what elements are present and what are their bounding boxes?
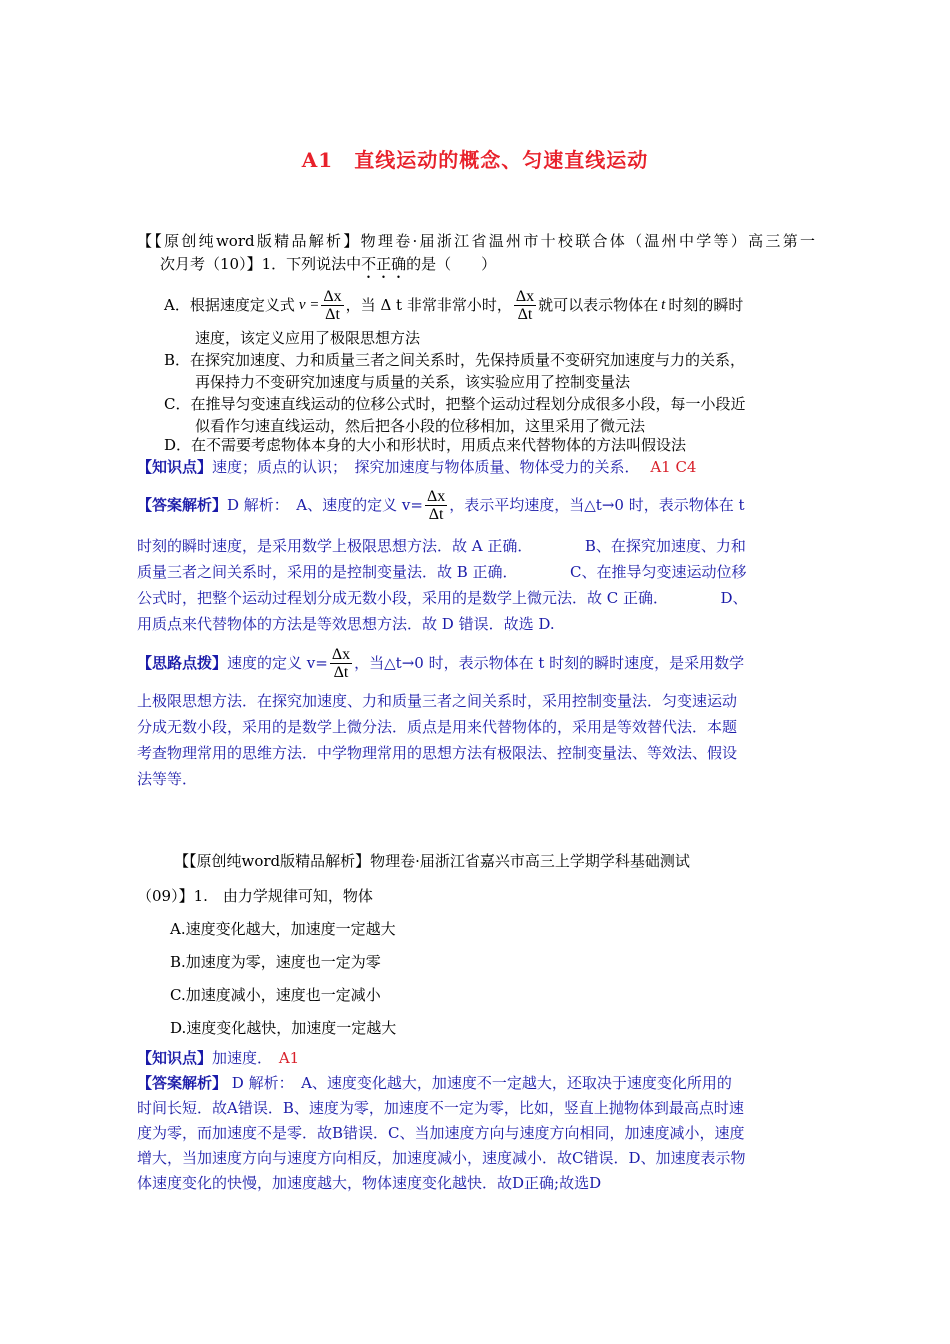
- q2-answer-line4: 增大，当加速度方向与速度方向相反，加速度减小，速度减小．故C错误．D、加速度表示物: [137, 1149, 746, 1167]
- q2-source-line2: （09）】1. 由力学规律可知，物体: [137, 887, 373, 905]
- knowledge-text: 加速度．: [212, 1049, 273, 1067]
- knowledge-code: A1: [278, 1049, 300, 1067]
- tip-text-1: 速度的定义 v=: [227, 654, 328, 672]
- q2-answer-line5: 体速度变化的快慢，加速度越大，物体速度变化越快．故D正确;故选D: [137, 1174, 602, 1192]
- q1-tip-line4: 考查物理常用的思维方法．中学物理常用的思想方法有极限法、控制变量法、等效法、假设: [137, 744, 738, 762]
- q1-source-line2: [160, 253, 496, 282]
- q1-option-c-line2: 似看作匀速直线运动，然后把各小段的位移相加，这里采用了微元法: [195, 417, 646, 435]
- q1-option-d: D．在不需要考虑物体本身的大小和形状时，用质点来代替物体的方法叫假设法: [164, 436, 687, 454]
- fraction-denominator: Δt: [517, 305, 533, 323]
- answer-label: 【答案解析】: [137, 496, 228, 514]
- q1-option-a: [164, 284, 743, 326]
- fraction-numerator: Δx: [331, 645, 351, 663]
- q1-option-b-line1: B．在探究加速度、力和质量三者之间关系时，先保持质量不变研究加速度与力的关系，: [164, 351, 746, 369]
- tip-fraction: [330, 646, 352, 681]
- q1-answer-line1: [137, 483, 815, 527]
- q1-option-a-text-3: 就可以表示物体在: [538, 296, 659, 314]
- q1-tip-line1: [137, 641, 815, 685]
- q2-source-line1: 【【原创纯word版精品解析】物理卷·届浙江省嘉兴市高三上学期学科基础测试: [174, 852, 690, 870]
- q2-knowledge-point: [137, 1047, 299, 1069]
- q1-answer-line3: 质量三者之间关系时，采用的是控制变量法．故 B 正确． C、在推导匀变速运动位移: [137, 563, 747, 581]
- q1-option-a-text-2: ，当 Δ t 非常非常小时，: [345, 296, 512, 314]
- knowledge-code: A1 C4: [650, 458, 697, 476]
- q1-option-c-line1: C．在推导匀变速直线运动的位移公式时，把整个运动过程划分成很多小段，每一小段近: [164, 395, 746, 413]
- q1-tip-line3: 分成无数小段，采用的是数学上微分法．质点是用来代替物体的，采用是等效替代法．本题: [137, 718, 738, 736]
- fraction-denominator: Δt: [428, 505, 444, 523]
- q2-answer-line1: [137, 1072, 732, 1094]
- fraction-numerator: Δx: [426, 487, 446, 505]
- q1-source-line1: 【【原创纯word版精品解析】物理卷·届浙江省温州市十校联合体（温州中学等）高三第一: [137, 232, 815, 250]
- q1-tip-line2: 上极限思想方法．在探究加速度、力和质量三者之间关系时，采用控制变量法．匀变速运动: [137, 692, 738, 710]
- q1-knowledge-point: [137, 456, 696, 478]
- q2-answer-line3: 度为零，而加速度不是零．故B错误．C、当加速度方向与速度方向相同，加速度减小，速度: [137, 1124, 745, 1142]
- q2-answer-line2: 时间长短．故A错误．B、速度为零，加速度不一定为零，比如，竖直上抛物体到最高点时速: [137, 1099, 744, 1117]
- answer-text-2: ，表示平均速度，当△t→0 时，表示物体在 t: [449, 496, 745, 514]
- knowledge-label: 【知识点】: [137, 1049, 213, 1067]
- q1-option-a-v: v =: [298, 297, 320, 313]
- tip-label: 【思路点拨】: [137, 654, 228, 672]
- knowledge-text: 速度；质点的认识； 探究加速度与物体质量、物体受力的关系．: [212, 458, 640, 476]
- q1-source-tail: 的是（ ）: [406, 255, 497, 273]
- q1-tip-line5: 法等等．: [137, 770, 198, 788]
- fraction-denominator: Δt: [333, 663, 349, 681]
- fraction-numerator: Δx: [515, 287, 535, 305]
- q1-option-a-fraction-1: [321, 288, 343, 323]
- page-title: A1 直线运动的概念、匀速直线运动: [301, 148, 649, 172]
- q2-option-c: C.加速度减小，速度也一定减小: [170, 986, 381, 1004]
- q1-option-b-line2: 再保持力不变研究加速度与质量的关系，该实验应用了控制变量法: [195, 373, 631, 391]
- q1-option-a-fraction-2: [514, 288, 536, 323]
- answer-label: 【答案解析】: [137, 1074, 228, 1092]
- q2-option-d: D.速度变化越快，加速度一定越大: [170, 1019, 397, 1037]
- q1-option-a-text-4: 时刻的瞬时: [668, 296, 744, 314]
- q1-answer-line2: 时刻的瞬时速度，是采用数学上极限思想方法．故 A 正确． B、在探究加速度、力和: [137, 537, 746, 555]
- q1-answer-line5: 用质点来代替物体的方法是等效思想方法．故 D 错误．故选 D.: [137, 615, 555, 633]
- answer-text: D 解析： A、速度变化越大，加速度不一定越大，还取决于速度变化所用的: [231, 1074, 732, 1092]
- answer-fraction: [425, 488, 447, 523]
- q2-option-b: B.加速度为零，速度也一定为零: [170, 953, 381, 971]
- fraction-numerator: Δx: [323, 287, 342, 305]
- q1-emphasis: 不正确: [361, 255, 407, 273]
- q1-option-a-text: A．根据速度定义式: [164, 296, 295, 314]
- q1-option-a-t: t: [661, 297, 666, 313]
- knowledge-label: 【知识点】: [137, 458, 213, 476]
- fraction-denominator: Δt: [325, 305, 340, 323]
- q1-answer-line4: 公式时，把整个运动过程划分成无数小段，采用的是数学上微元法．故 C 正确． D、: [137, 589, 748, 607]
- q1-option-a-line2: 速度，该定义应用了极限思想方法: [195, 329, 421, 347]
- q1-source-text: 次月考（10）】1．下列说法中: [160, 255, 362, 273]
- q2-option-a: A.速度变化越大，加速度一定越大: [170, 920, 396, 938]
- tip-text-2: ，当△t→0 时，表示物体在 t 时刻的瞬时速度，是采用数学: [354, 654, 745, 672]
- answer-text-1: D 解析： A、速度的定义 v=: [227, 496, 423, 514]
